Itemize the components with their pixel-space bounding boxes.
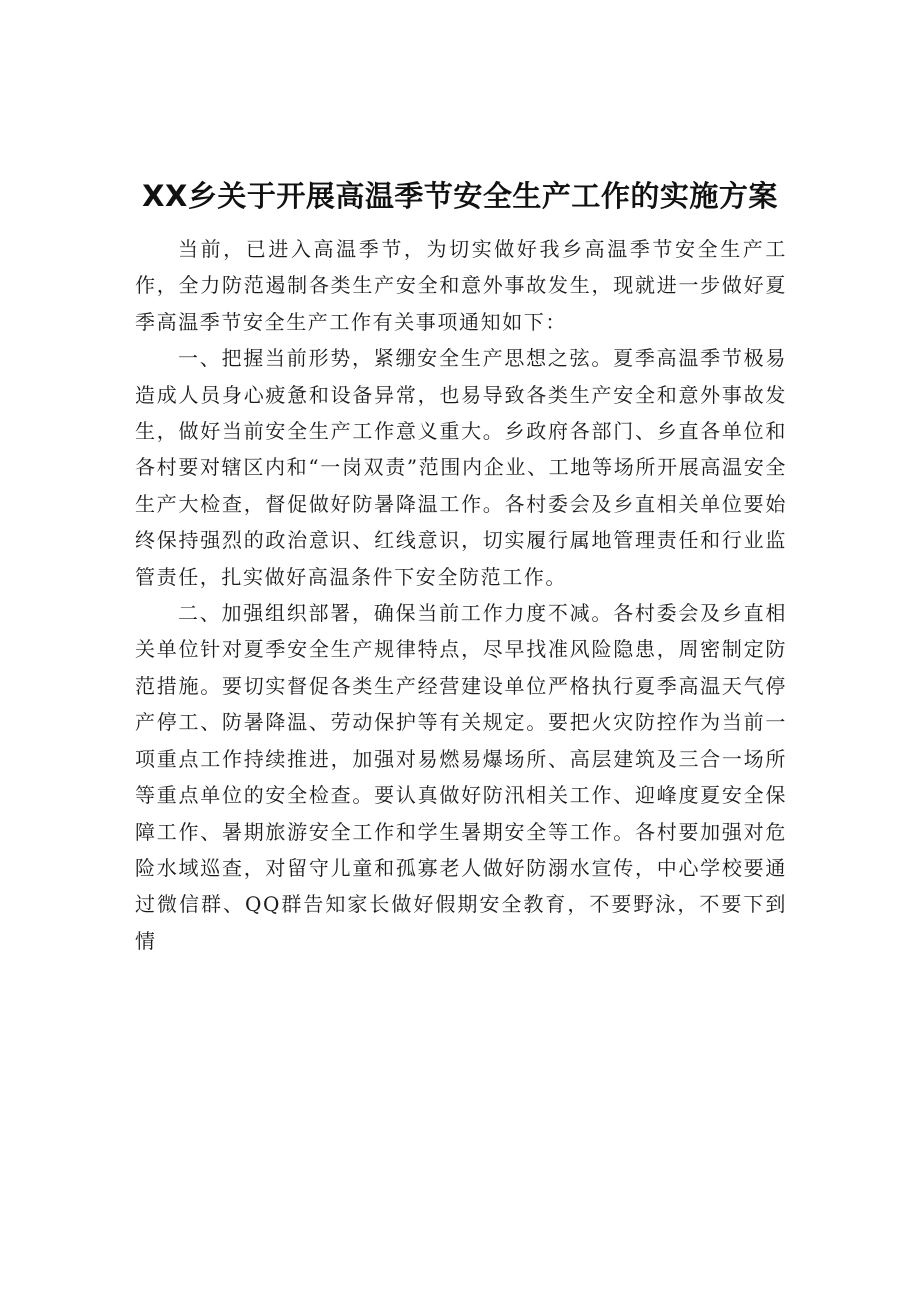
document-body [135,231,787,959]
document-title: XX乡关于开展高温季节安全生产工作的实施方案 [142,179,778,213]
paragraph-section-2: 二、加强组织部署，确保当前工作力度不减。各村委会及乡直相关单位针对夏季安全生产规律特点，尽早找准风险隐患，周密制定防范措施。要切实督促各类生产经营建设单位严格执行夏季高温天气停产停工、防暑降温、劳动保护等有关规定。要把火灾防控作为当前一项重点工作持续推进，加强对易燃易爆场所、高层建筑及三合一场所等重点单位的安全检查。要认真做好防汛相关工作、迎峰度夏安全保障工作、暑期旅游安全工作和学生暑期安全等工作。各村要加强对危险水域巡查，对留守儿童和孤寡老人做好防溺水宣传，中心学校要通过微信群、QQ群告知家长做好假期安全教育，不要野泳，不要下到情 [135,601,787,953]
paragraph-intro: 当前，已进入高温季节，为切实做好我乡高温季节安全生产工作，全力防范遏制各类生产安全和意外事故发生，现就进一步做好夏季高温季节安全生产工作有关事项通知如下： [135,237,787,334]
paragraph-section-1: 一、把握当前形势，紧绷安全生产思想之弦。夏季高温季节极易造成人员身心疲惫和设备异常，也易导致各类生产安全和意外事故发生，做好当前安全生产工作意义重大。乡政府各部门、乡直各单位和各村要对辖区内和“一岗双责”范围内企业、工地等场所开展高温安全生产大检查，督促做好防暑降温工作。各村委会及乡直相关单位要始终保持强烈的政治意识、红线意识，切实履行属地管理责任和行业监管责任，扎实做好高温条件下安全防范工作。 [135,346,787,589]
